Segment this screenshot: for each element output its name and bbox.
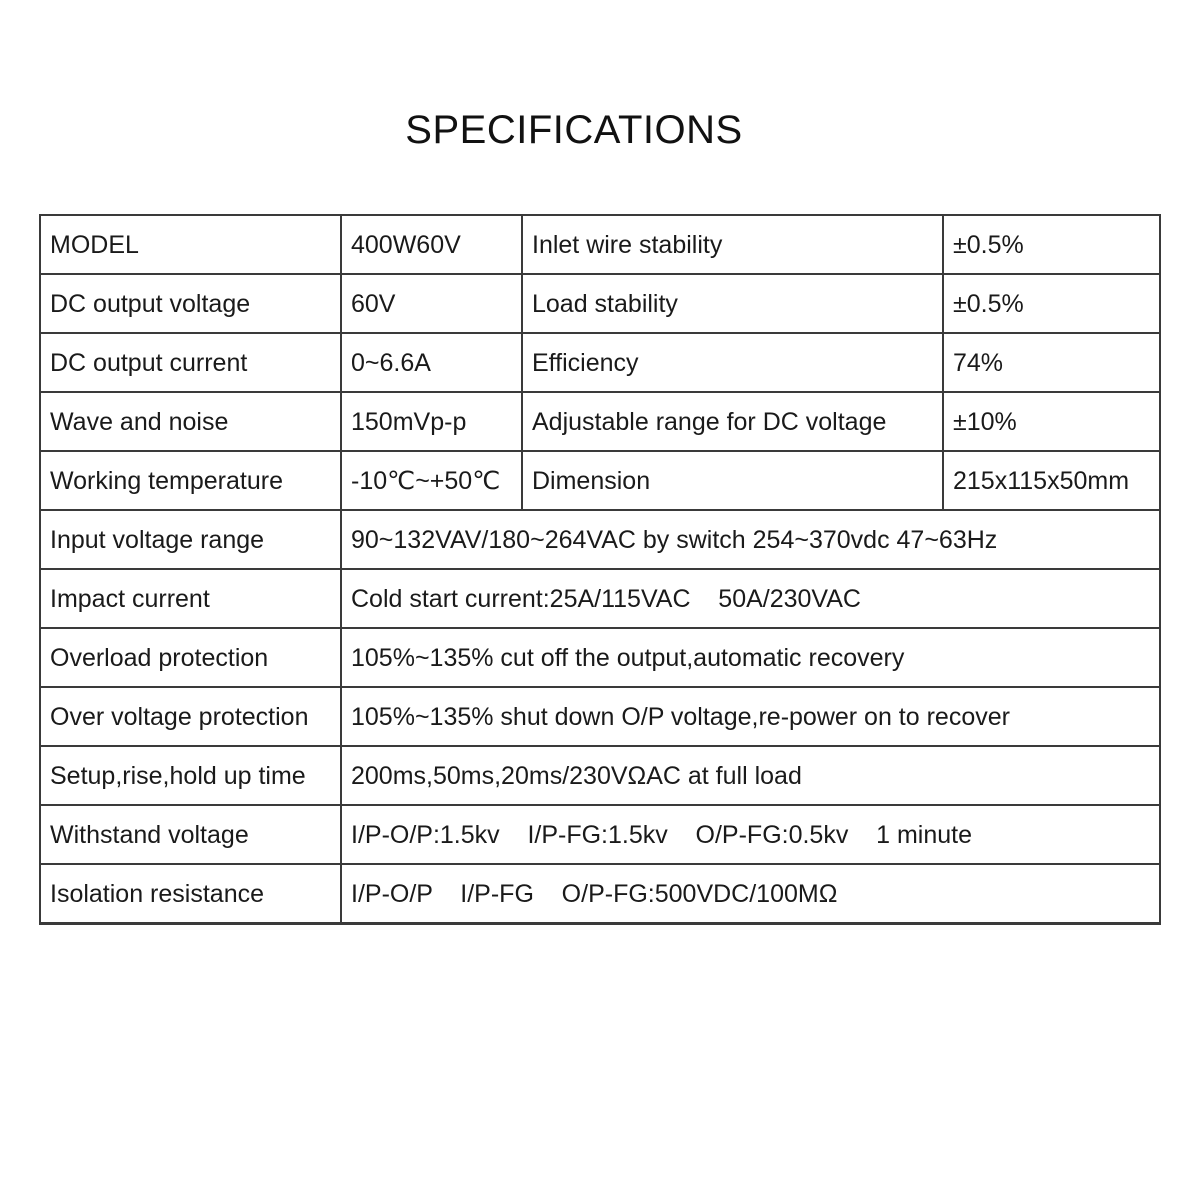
spec-label: Withstand voltage (40, 805, 341, 864)
spec-label: Input voltage range (40, 510, 341, 569)
spec-value: 105%~135% shut down O/P voltage,re-power on to recover (341, 687, 1160, 746)
spec-label: Adjustable range for DC voltage (522, 392, 943, 451)
spec-value: 74% (943, 333, 1160, 392)
spec-value: ±0.5% (943, 274, 1160, 333)
spec-value: I/P-O/P I/P-FG O/P-FG:500VDC/100MΩ (341, 864, 1160, 924)
spec-label: Working temperature (40, 451, 341, 510)
spec-label: Inlet wire stability (522, 215, 943, 274)
spec-label: DC output current (40, 333, 341, 392)
table-row (40, 628, 1160, 687)
spec-label: Impact current (40, 569, 341, 628)
spec-label: Load stability (522, 274, 943, 333)
table-row (40, 451, 1160, 510)
spec-value: 60V (341, 274, 522, 333)
spec-value: 90~132VAV/180~264VAC by switch 254~370vdc 47~63Hz (341, 510, 1160, 569)
table-row (40, 569, 1160, 628)
table-row (40, 392, 1160, 451)
table-row (40, 215, 1160, 274)
spec-value: 400W60V (341, 215, 522, 274)
spec-label: Over voltage protection (40, 687, 341, 746)
table-row (40, 805, 1160, 864)
spec-value: 200ms,50ms,20ms/230VΩAC at full load (341, 746, 1160, 805)
table-row (40, 746, 1160, 805)
spec-label: DC output voltage (40, 274, 341, 333)
spec-label: Wave and noise (40, 392, 341, 451)
specifications-table (39, 214, 1161, 925)
spec-value: 150mVp-p (341, 392, 522, 451)
spec-value: -10℃~+50℃ (341, 451, 522, 510)
spec-value: 0~6.6A (341, 333, 522, 392)
spec-value: I/P-O/P:1.5kv I/P-FG:1.5kv O/P-FG:0.5kv 1 minute (341, 805, 1160, 864)
spec-label: Isolation resistance (40, 864, 341, 924)
spec-label: Dimension (522, 451, 943, 510)
spec-value: 215x115x50mm (943, 451, 1160, 510)
table-row (40, 333, 1160, 392)
spec-label: MODEL (40, 215, 341, 274)
page-title: SPECIFICATIONS (405, 108, 743, 152)
table-row (40, 274, 1160, 333)
spec-label: Setup,rise,hold up time (40, 746, 341, 805)
spec-value: Cold start current:25A/115VAC 50A/230VAC (341, 569, 1160, 628)
spec-label: Efficiency (522, 333, 943, 392)
table-row (40, 864, 1160, 924)
spec-value: ±10% (943, 392, 1160, 451)
table-row (40, 510, 1160, 569)
spec-label: Overload protection (40, 628, 341, 687)
table-row (40, 687, 1160, 746)
spec-value: ±0.5% (943, 215, 1160, 274)
spec-value: 105%~135% cut off the output,automatic recovery (341, 628, 1160, 687)
